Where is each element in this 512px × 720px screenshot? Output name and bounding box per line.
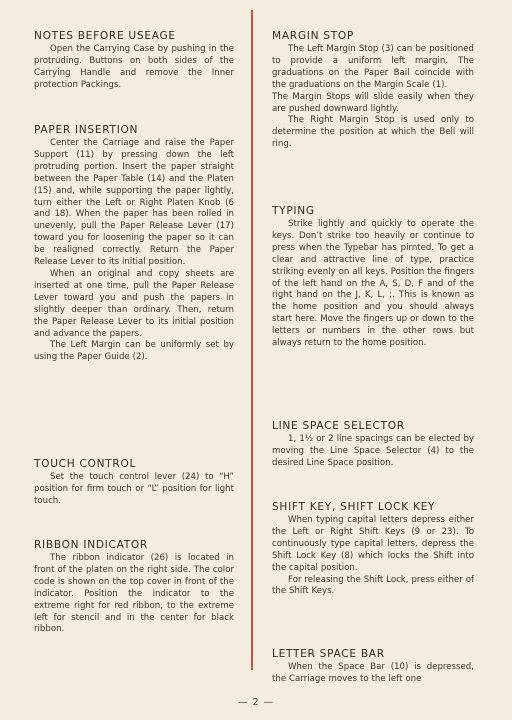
section-paragraph: When typing capital letters depress either the Left or Right Shift Keys (9 or 23). To continuously type capital letters, depress the Shift Lock Key (8) which locks the Shift into the capital position. bbox=[272, 515, 474, 573]
section-paragraph: The Left Margin can be uniformly set by using the Paper Guide (2). bbox=[34, 340, 234, 363]
section-margin-stop bbox=[272, 30, 474, 151]
section-paragraph: 1, 1½ or 2 line spacings can be elected by moving the Line Space Selector (4) to the desired Line Space position. bbox=[272, 434, 474, 468]
section-heading: TOUCH CONTROL bbox=[34, 458, 137, 470]
section-paragraph: When an original and copy sheets are inserted at one time, pull the Paper Release Lever toward you and push the papers in slightly deeper than ordinary. Then, return the Paper Release Lever to its initial position and advance the papers. bbox=[34, 268, 234, 339]
section-paragraph: Set the touch control lever (24) to “H” position for firm touch or “L” position for light touch. bbox=[34, 472, 234, 506]
section-heading: LETTER SPACE BAR bbox=[272, 648, 385, 660]
section-heading: PAPER INSERTION bbox=[34, 124, 139, 136]
section-ribbon-indicator bbox=[34, 539, 234, 636]
section-heading: RIBBON INDICATOR bbox=[34, 539, 148, 551]
section-paper-insertion bbox=[34, 124, 234, 364]
section-notes-before-useage bbox=[34, 30, 234, 92]
section-paragraph: For releasing the Shift Lock, press either of the Shift Keys. bbox=[272, 574, 474, 597]
section-paragraph: When the Space Bar (10) is depressed, the Carriage moves to the left one bbox=[272, 662, 474, 684]
section-paragraph: Strike lightly and quickly to operate the keys. Don’t strike too heavily or continue to press when the Typebar has pirnted. To get a clear and attractive line of type, practice striking evenly on all keys. Position the fingers of the left hand on the A, S, D, F and of the right hand on the J, K, L, ;. This is known as the home position and you should always start here. Move the fingers up or down to the letters or numbers in the other rows but always return to the home position. bbox=[272, 219, 474, 349]
section-heading: TYPING bbox=[272, 205, 315, 217]
section-heading: LINE SPACE SELECTOR bbox=[272, 420, 405, 432]
section-typing bbox=[272, 205, 474, 350]
section-paragraph: Open the Carrying Case by pushing in the protruding. Buttons on both sides of the Carrying Handle and remove the Inner protection Packings. bbox=[34, 44, 234, 90]
section-shift-key bbox=[272, 501, 474, 598]
section-line-space-selector bbox=[272, 420, 474, 470]
section-paragraph: The Margin Stops will slide easily when they are pushed downward lightly. bbox=[272, 91, 474, 114]
column-divider bbox=[251, 10, 253, 670]
section-paragraph: Center the Carriage and raise the Paper Support (11) by pressing down the left protruding portion. Insert the paper straight between the Paper Table (14) and the Platen (15) and, while supporting the paper lightly, turn either the Left or Right Platen Knob (6 and 18). When the paper has been rolled in unevenly, pull the Paper Release Lever (17) toward you for loosening the paper so it can be realigned correctly. Return the Paper Release Lever to its initial position. bbox=[34, 138, 234, 268]
section-touch-control bbox=[34, 458, 234, 508]
section-heading: SHIFT KEY, SHIFT LOCK KEY bbox=[272, 501, 436, 513]
section-paragraph: The ribbon indicator (26) is located in front of the platen on the right side. The color code is shown on the top cover in front of the indicator. Position the indicator to the extreme right for red ribbon, to the extreme left for stencil and in the center for black ribbon. bbox=[34, 553, 234, 635]
section-heading: MARGIN STOP bbox=[272, 30, 354, 42]
section-heading: NOTES BEFORE USEAGE bbox=[34, 30, 176, 42]
section-letter-space-bar bbox=[272, 648, 474, 686]
section-paragraph: The Left Margin Stop (3) can be positioned to provide a uniform left margin. The graduations on the Paper Bail coincide with the graduations on the Margin Scale (1). bbox=[272, 44, 474, 90]
page-number: — 2 — bbox=[237, 697, 275, 708]
section-paragraph: The Right Margin Stop is used only to determine the position at which the Bell will ring. bbox=[272, 115, 474, 150]
